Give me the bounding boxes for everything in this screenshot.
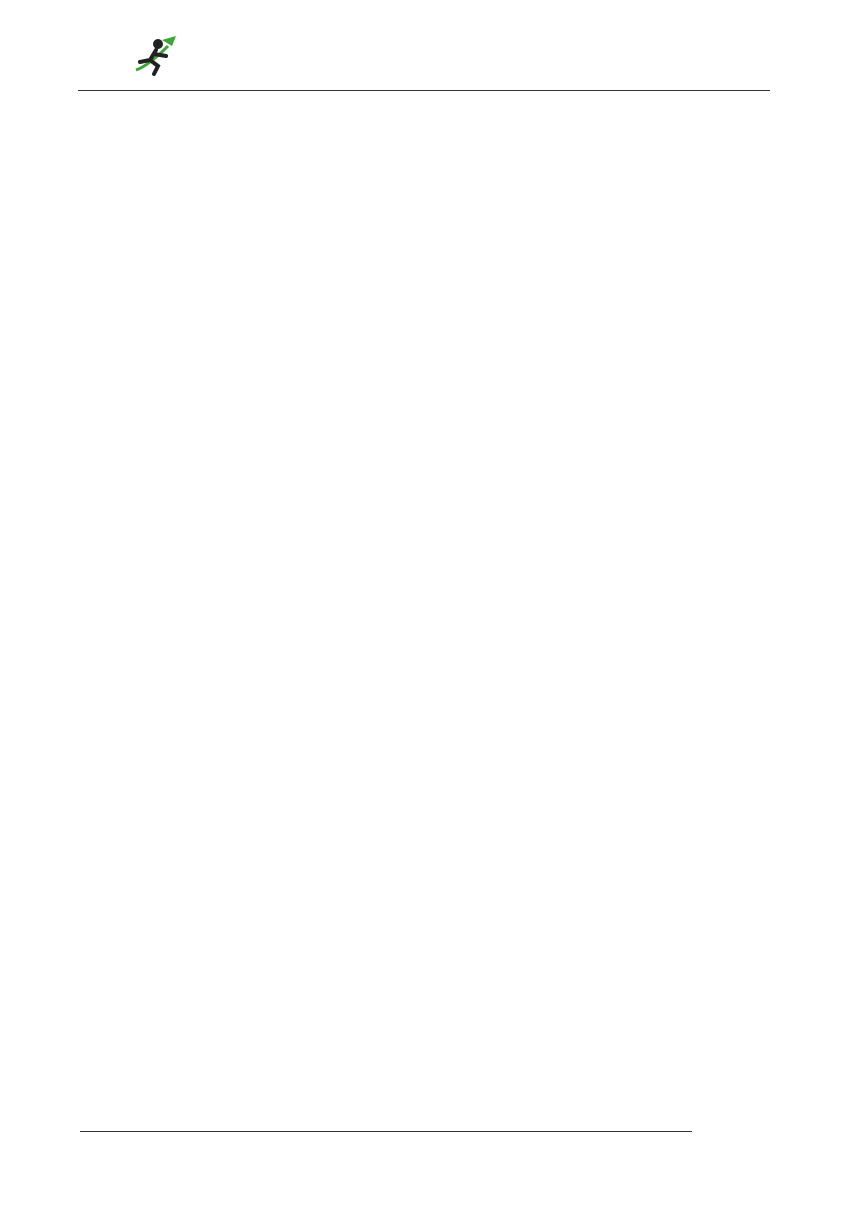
header-divider [78,90,770,91]
footer-divider [80,1131,692,1132]
logo-runner-icon [78,36,238,78]
watermark [120,300,740,1120]
